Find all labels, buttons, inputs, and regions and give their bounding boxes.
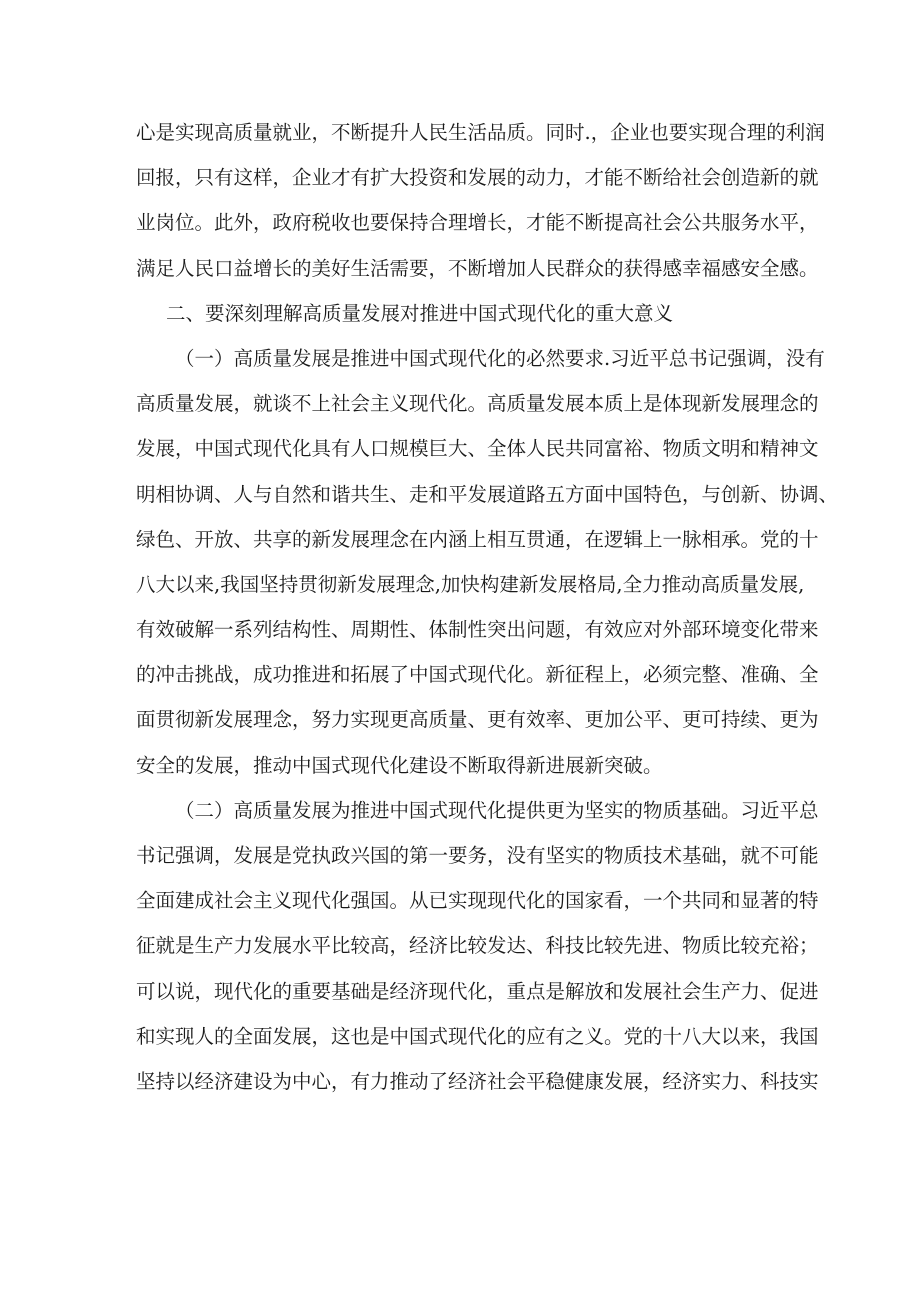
section-heading-text: 二、要深刻理解高质量发展对推进中国式现代化的重大意义 xyxy=(166,301,674,325)
text-line: 可以说，现代化的重要基础是经济现代化，重点是解放和发展社会生产力、促进 xyxy=(136,979,819,1003)
text-line: 面贯彻新发展理念，努力实现更高质量、更有效率、更加公平、更可持续、更为 xyxy=(136,708,819,732)
text-line: 业岗位。此外，政府税收也要保持合理增长，才能不断提高社会公共服务水平， xyxy=(136,211,819,235)
section-heading xyxy=(136,291,796,336)
text-line: 发展，中国式现代化具有人口规模巨大、全体人民共同富裕、物质文明和精神文 xyxy=(136,437,819,461)
text-line: 坚持以经济建设为中心，有力推动了经济社会平稳健康发展，经济实力、科技实 xyxy=(136,1069,819,1093)
text-line: 明相协调、人与自然和谐共生、走和平发展道路五方面中国特色，与创新、协调、 xyxy=(136,482,839,506)
text-line: 满足人民口益增长的美好生活需要，不断增加人民群众的获得感幸福感安全感。 xyxy=(136,256,819,280)
text-line: 绿色、开放、共享的新发展理念在内涵上相互贯通，在逻辑上一脉相承。党的十 xyxy=(136,527,819,551)
text-line: 全面建成社会主义现代化强国。从已实现现代化的国家看，一个共同和显著的特 xyxy=(136,889,819,913)
document-body xyxy=(136,110,839,1104)
text-line: （一）高质量发展是推进中国式现代化的必然要求.习近平总书记强调，没有 xyxy=(175,346,825,370)
text-line: 书记强调，发展是党执政兴国的第一要务，没有坚实的物质技术基础，就不可能 xyxy=(136,844,819,867)
text-line: 的冲击挑战，成功推进和拓展了中国式现代化。新征程上，必须完整、准确、全 xyxy=(136,663,819,687)
text-line: （二）高质量发展为推进中国式现代化提供更为坚实的物质基础。习近平总 xyxy=(175,798,819,822)
text-line: 安全的发展，推动中国式现代化建设不断取得新进展新突破。 xyxy=(136,753,663,777)
text-line: 回报，只有这样，企业才有扩大投资和发展的动力，才能不断给社会创造新的就 xyxy=(136,166,819,190)
paragraph-two xyxy=(136,788,819,1104)
text-line: 征就是生产力发展水平比较高，经济比较发达、科技比较先进、物质比较充裕； xyxy=(136,934,819,958)
text-line: 和实现人的全面发展，这也是中国式现代化的应有之义。党的十八大以来，我国 xyxy=(136,1024,819,1048)
text-line: 高质量发展，就谈不上社会主义现代化。高质量发展本质上是体现新发展理念的 xyxy=(136,392,819,416)
text-line: 八大以来,我国坚持贯彻新发展理念,加快构建新发展格局,全力推动高质量发展, xyxy=(136,572,805,596)
text-line: 心是实现高质量就业，不断提升人民生活品质。同时.，企业也要实现合理的利润 xyxy=(136,121,825,144)
text-line: 有效破解一系列结构性、周期性、体制性突出问题，有效应对外部环境变化带来 xyxy=(136,618,819,642)
paragraph-continuation xyxy=(136,110,825,291)
paragraph-one xyxy=(136,336,839,788)
